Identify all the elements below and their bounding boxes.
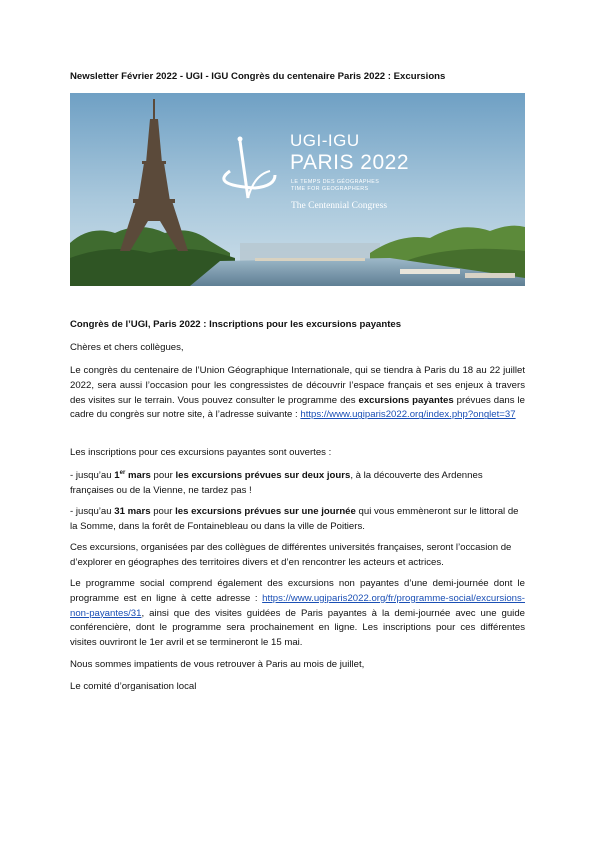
banner-tagline1: LE TEMPS DES GÉOGRAPHES [291,179,380,185]
paragraph-closing: Nous sommes impatients de vous retrouver à Paris au mois de juillet, [70,659,365,670]
p3-text-c: , à la découverte des Ardennes françaises ou de la Vienne, ne tardez pas ! [70,470,483,496]
paragraph-program [70,364,525,423]
newsletter-title: Newsletter Février 2022 - UGI - IGU Congrès du centenaire Paris 2022 : Excursions [70,71,446,82]
paragraph-excursions: Ces excursions, organisées par des collègues de différentes universités françaises, seront l’occasion de d’explorer en géographes des territoires divers et d’en rencontrer les acteurs et actrices. [70,542,512,568]
banner-tagline2: TIME FOR GEOGRAPHERS [291,186,369,192]
social-program-link[interactable]: https://www.ugiparis2022.org/fr/programme-social/excursions-non-payantes/31 [70,592,525,619]
p3-date [114,470,151,481]
p4-bold: les excursions prévues sur une journée [175,506,356,517]
paragraph-one-day [70,505,525,535]
p3-text-b: pour [150,470,176,481]
paragraph-social-program [70,577,525,651]
p3-text-a: - jusqu’au [70,470,115,481]
p4-text-b: pour [150,506,176,517]
p1-bold: excursions payantes [358,394,454,406]
section-title: Congrès de l’UGI, Paris 2022 : Inscriptions pour les excursions payantes [70,319,402,330]
signature: Le comité d’organisation local [70,681,197,692]
banner-line1: UGI-IGU [290,131,360,150]
banner-subtitle: The Centennial Congress [291,201,388,211]
paragraph-registrations: Les inscriptions pour ces excursions payantes sont ouvertes : [70,447,332,458]
p6-text-a: Le programme social comprend également des excursions non payantes d’une demi-journée dont le programme est en ligne à cette adresse : [70,578,525,604]
p1-text-a: Le congrès du centenaire de l’Union Géographique Internationale, qui se tiendra à Paris du 18 au 22 juillet 2022, sera aussi l’occasion pour les congressistes de découvrir l’espace français et ses enjeux à travers des visites sur le terrain. Vous pouvez consulter le programme des [70,365,525,406]
p4-date: 31 mars [114,506,151,517]
p1-text-b: prévues dans le cadre du congrès sur notre site, à l’adresse suivante : [70,394,525,421]
greeting: Chères et chers collègues, [70,342,184,353]
p3-month: mars [125,470,151,481]
p3-sup: er [119,470,126,476]
p3-day: 1 [114,470,120,481]
banner-photo [70,93,525,286]
paragraph-two-day [70,469,525,499]
p3-bold: les excursions prévues sur deux jours [175,470,351,481]
p6-text-b: , ainsi que des visites guidées de Paris payantes à la demi-journée avec une guide conférencière, dont le programme sera prochainement en ligne. Les inscriptions pour ces différentes visites ouvriront le 1er avril et se termineront le 15 mai. [70,607,525,649]
p4-text-c: qui vous emmèneront sur le littoral de la Somme, dans la forêt de Fontainebleau ou dans la ville de Poitiers. [70,506,519,532]
banner-line2: PARIS 2022 [290,151,410,174]
congress-banner-image [70,93,525,286]
program-link[interactable]: https://www.ugiparis2022.org/index.php?onglet=37 [300,409,516,421]
p4-text-a: - jusqu’au [70,506,115,517]
